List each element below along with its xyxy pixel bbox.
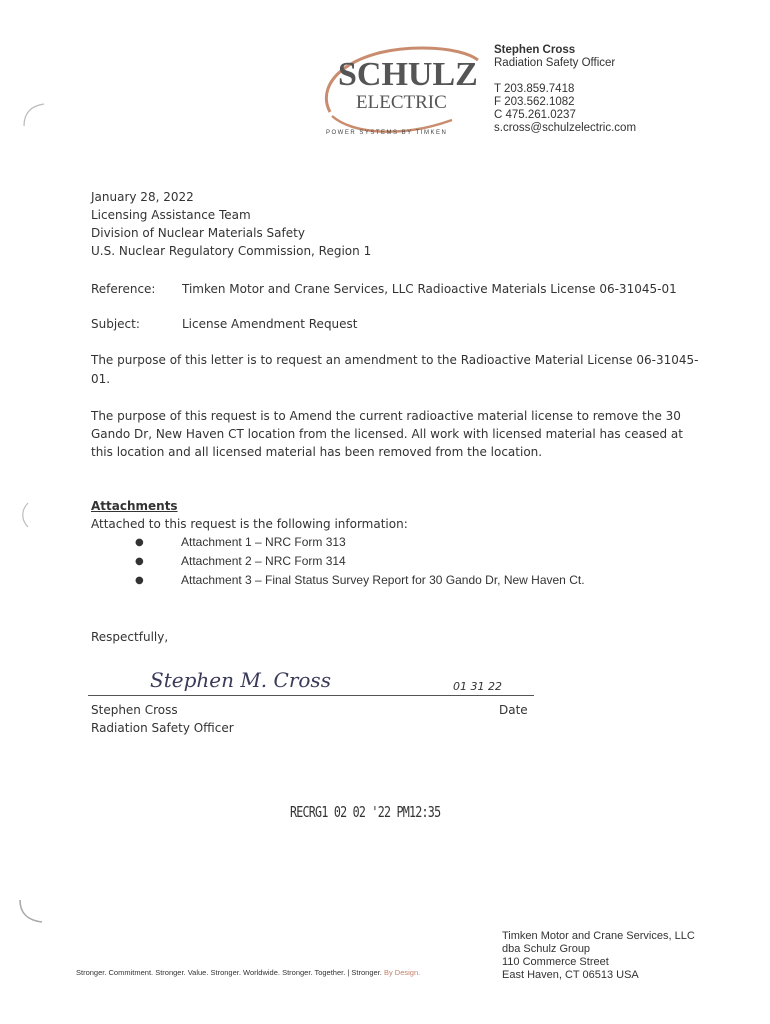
attachment-item: Attachment 3 – Final Status Survey Report for 30 Gando Dr, New Haven Ct.: [181, 573, 585, 587]
footer-address: [502, 930, 695, 982]
letter-date: January 28, 2022: [91, 190, 194, 204]
footer-address-line: dba Schulz Group: [502, 943, 591, 955]
handwritten-date: 01 31 22: [453, 680, 502, 693]
bullet-dot: ●: [135, 575, 144, 586]
footer-tagline: [76, 968, 420, 977]
date-label: Date: [499, 703, 528, 717]
footer-address-line: East Haven, CT 06513 USA: [502, 969, 639, 981]
punch-hole-mark-bottom: [16, 898, 46, 928]
paragraph-line: Gando Dr, New Haven CT location from the licensed. All work with licensed material has ceased at: [91, 427, 683, 441]
contact-cell: C 475.261.0237: [494, 109, 576, 121]
logo-wordmark-schulz: SCHULZ: [338, 56, 478, 93]
paragraph-line: The purpose of this letter is to request an amendment to the Radioactive Material License 06-31045-: [91, 353, 699, 367]
footer-address-line: 110 Commerce Street: [502, 956, 609, 968]
logo-tagline: POWER SYSTEMS BY TIMKEN: [326, 130, 448, 136]
punch-hole-mark-top: [18, 100, 48, 130]
attachments-intro: Attached to this request is the following information:: [91, 517, 408, 531]
company-logo: [312, 42, 480, 142]
contact-phone: T 203.859.7418: [494, 83, 575, 95]
recipient-line: Licensing Assistance Team: [91, 208, 251, 222]
paragraph-line: The purpose of this request is to Amend the current radioactive material license to remove the 30: [91, 409, 681, 423]
contact-block: [494, 44, 636, 135]
attachment-item: Attachment 1 – NRC Form 313: [181, 535, 346, 549]
reference-text: Timken Motor and Crane Services, LLC Radioactive Materials License 06-31045-01: [182, 282, 677, 296]
recipient-line: Division of Nuclear Materials Safety: [91, 226, 305, 240]
closing: Respectfully,: [91, 630, 169, 644]
recipient-line: U.S. Nuclear Regulatory Commission, Region 1: [91, 244, 372, 258]
footer-tagline-accent: By Design.: [383, 968, 421, 977]
reference-label: Reference:: [91, 282, 156, 296]
attachments-heading: Attachments: [91, 499, 178, 513]
contact-name: Stephen Cross: [494, 44, 576, 56]
signer-name: Stephen Cross: [91, 703, 178, 717]
bullet-dot: ●: [135, 537, 144, 548]
signature-line: [88, 695, 534, 696]
logo-wordmark-electric: ELECTRIC: [356, 92, 447, 113]
received-stamp: RECRG1 02 02 '22 PM12:35: [290, 803, 441, 821]
paragraph-line: 01.: [91, 372, 111, 386]
footer-address-line: Timken Motor and Crane Services, LLC: [502, 930, 695, 942]
handwritten-signature: Stephen M. Cross: [150, 668, 331, 692]
attachment-item: Attachment 2 – NRC Form 314: [181, 554, 346, 568]
paragraph-line: this location and all licensed material has been removed from the location.: [91, 445, 543, 459]
subject-text: License Amendment Request: [182, 317, 358, 331]
contact-fax: F 203.562.1082: [494, 96, 575, 108]
subject-label: Subject:: [91, 317, 140, 331]
signer-title: Radiation Safety Officer: [91, 721, 234, 735]
punch-hole-mark-middle: [14, 500, 34, 530]
contact-title: Radiation Safety Officer: [494, 57, 616, 69]
contact-email: s.cross@schulzelectric.com: [494, 122, 637, 134]
footer-tagline-text: Stronger. Commitment. Stronger. Value. Stronger. Worldwide. Stronger. Together. | Stronger.: [76, 968, 384, 977]
bullet-dot: ●: [135, 556, 144, 567]
